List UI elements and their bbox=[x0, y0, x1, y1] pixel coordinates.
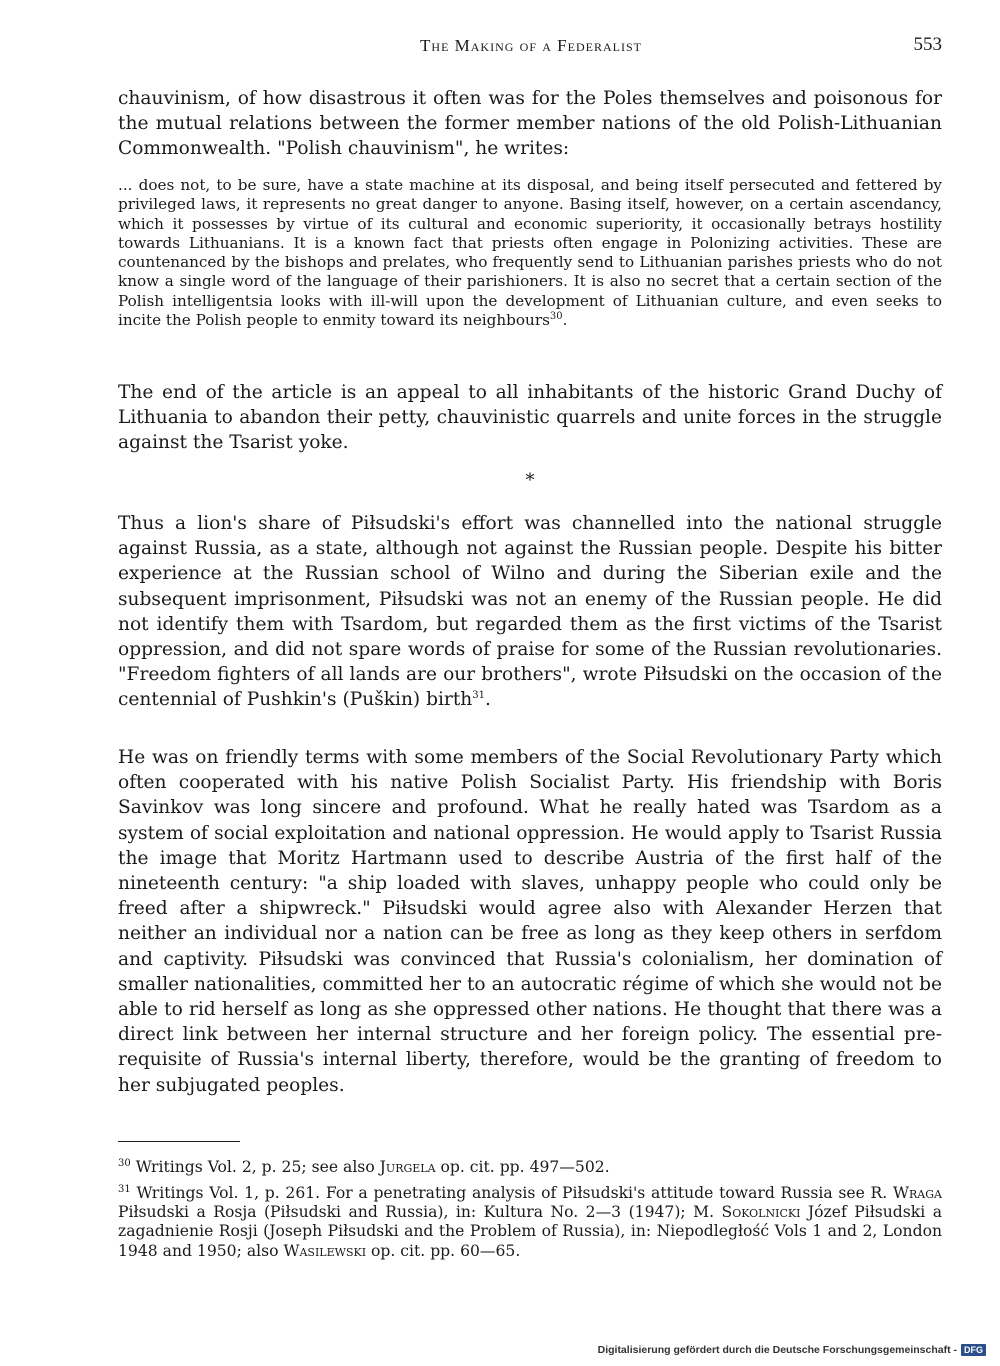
footnote-30-mark: 30 bbox=[118, 1157, 131, 1169]
footnote-30-text-before: Writings Vol. 2, p. 25; see also bbox=[135, 1158, 380, 1176]
footnote-30 bbox=[118, 1158, 942, 1177]
paragraph-3: Thus a lion's share of Piłsudski's effort was channelled into the national struggle against Russia, as a state, although not against the Russian people. Despite his bitter experience at the Russian school of Wilno and during the Siberian exile and the subsequent imprisonment, Piłsudski was not an enemy of the Russian people. He did not identify them with Tsardom, but regarded them as the first victims of the Tsarist oppression, and did not spare words of praise for some of the Russian revolutionaries. "Freedom fighters of all lands are our brothers", wrote Piłsudski on the occasion of the centennial of Pushkin's (Puškin) birth$^{31}$. bbox=[118, 513, 942, 711]
paragraph-3-container bbox=[118, 511, 942, 713]
paragraph-4: He was on friendly terms with some members of the Social Revolutionary Party which often cooperated with his native Polish Socialist Party. His friendship with Boris Savinkov was long sincere and profound. What he really hated was Tsardom as a system of social exploitation and national oppression. He would apply to Tsarist Russia the image that Moritz Hartmann used to describe Austria of the first half of the nineteenth century: "a ship loaded with slaves, unhappy people who could only be freed after a shipwreck." Piłsudski would agree also with Alexander Herzen that neither an individual nor a nation can be free as long as they keep others in serfdom and captivity. Piłsudski was convinced that Russia's colonialism, her domination of smaller nationalities, committed her to an autocratic régime of which she would not be able to rid herself as long as she oppressed other nations. He thought that there was a direct link between her internal structure and her foreign policy. The essential pre-requisite of Russia's internal liberty, therefore, would be the granting of freedom to her subjugated peoples. bbox=[118, 747, 942, 1096]
footnote-31-author-3: Wasilewski bbox=[283, 1241, 367, 1260]
footnote-30-author: Jurgela bbox=[379, 1158, 436, 1176]
running-title: The Making of a Federalist bbox=[420, 36, 642, 55]
footnote-31-text-1: Writings Vol. 1, p. 261. For a penetrating analysis of Piłsudski's attitude toward Russia see R. bbox=[136, 1184, 893, 1202]
page-number: 553 bbox=[913, 34, 942, 55]
footnote-31-author-1: Wraga bbox=[893, 1184, 942, 1202]
block-quote-container bbox=[118, 176, 942, 330]
section-break: * bbox=[525, 470, 535, 491]
paragraph-1-container bbox=[118, 86, 942, 162]
footnote-31-text-3: Józef Piłsudski a zagadnienie Rosji (Joseph Piłsudski and the Problem of Russia), in: Niepodległość Vols 1 and 2, London 1948 and 1950; also bbox=[118, 1203, 942, 1260]
dfg-logo-icon: DFG bbox=[961, 1344, 986, 1356]
footnote-31-mark: 31 bbox=[118, 1183, 131, 1195]
running-head bbox=[120, 36, 942, 60]
footnote-31 bbox=[118, 1184, 942, 1261]
dfg-banner bbox=[598, 1344, 986, 1356]
footnote-31-text-2: Piłsudski a Rosja (Piłsudski and Russia), in: Kultura No. 2—3 (1947); M. bbox=[118, 1203, 722, 1222]
block-quote: ... does not, to be sure, have a state machine at its disposal, and being itself persecuted and fettered by privileged laws, it represents no great danger to anyone. Basing itself, however, on a certain ascendancy, which it possesses by virtue of its cultural and economic superiority, it occasionally betrays hostility towards Lithuanians. It is a known fact that priests often engage in Polonizing activities. These are countenanced by the bishops and prelates, who frequently send to Lithuanian parishes priests who do not know a single word of the language of their parishioners. It is also no secret that a certain section of the Polish intelligentsia looks with ill-will upon the development of Lithuanian culture, and even seeks to incite the Polish people to enmity toward its neighbours$^{30}$. bbox=[118, 176, 942, 330]
block-quote-text: ... does not, to be sure, have a state machine at its disposal, and being itself persecuted and fettered by privileged laws, it represents no great danger to anyone. Basing itself, however, on a certain ascendancy, which it possesses by virtue of its cultural and economic superiority, it occasionally betrays hostility towards Lithuanians. It is a known fact that priests often engage in Polonizing activities. These are countenanced by the bishops and prelates, who frequently send to Lithuanian parishes priests who do not know a single word of the language of their parishioners. It is also no secret that a certain section of the Polish intelligentsia looks with ill-will upon the development of Lithuanian culture, and even seeks to incite the Polish people to enmity toward its neighbours bbox=[118, 176, 942, 330]
paragraph-1: chauvinism, of how disastrous it often was for the Poles themselves and poisonous for the mutual relations between the former member nations of the old Polish-Lithuanian Commonwealth. "Polish chauvinism", he writes: bbox=[118, 88, 942, 160]
footnote-31-author-2: Sokolnicki bbox=[721, 1203, 801, 1222]
paragraph-3-text: Thus a lion's share of Piłsudski's effort was channelled into the national struggle against Russia, as a state, although not against the Russian people. Despite his bitter experience at the Russian school of Wilno and during the Siberian exile and the subsequent imprisonment, Piłsudski was not an enemy of the Russian people. He did not identify them with Tsardom, but regarded them as the first victims of the Tsarist oppression, and did not spare words of praise for some of the Russian revolutionaries. "Freedom fighters of all lands are our brothers", wrote Piłsudski on the occasion of the centennial of Pushkin's (Puškin) birth bbox=[118, 513, 942, 711]
footnote-31-text-4: op. cit. pp. 60—65. bbox=[366, 1241, 521, 1260]
footnote-ref-30[interactable]: 30 bbox=[549, 311, 563, 323]
footnote-30-text-after: op. cit. pp. 497—502. bbox=[435, 1158, 610, 1176]
paragraph-2-container bbox=[118, 380, 942, 456]
footnote-ref-31[interactable]: 31 bbox=[472, 690, 486, 702]
dfg-banner-text: Digitalisierung gefördert durch die Deutsche Forschungsgemeinschaft - bbox=[597, 1344, 957, 1356]
paragraph-4-container bbox=[118, 745, 942, 1098]
footnote-rule bbox=[118, 1141, 240, 1142]
paragraph-2: The end of the article is an appeal to all inhabitants of the historic Grand Duchy of Lithuania to abandon their petty, chauvinistic quarrels and unite forces in the struggle against the Tsarist yoke. bbox=[118, 382, 942, 454]
